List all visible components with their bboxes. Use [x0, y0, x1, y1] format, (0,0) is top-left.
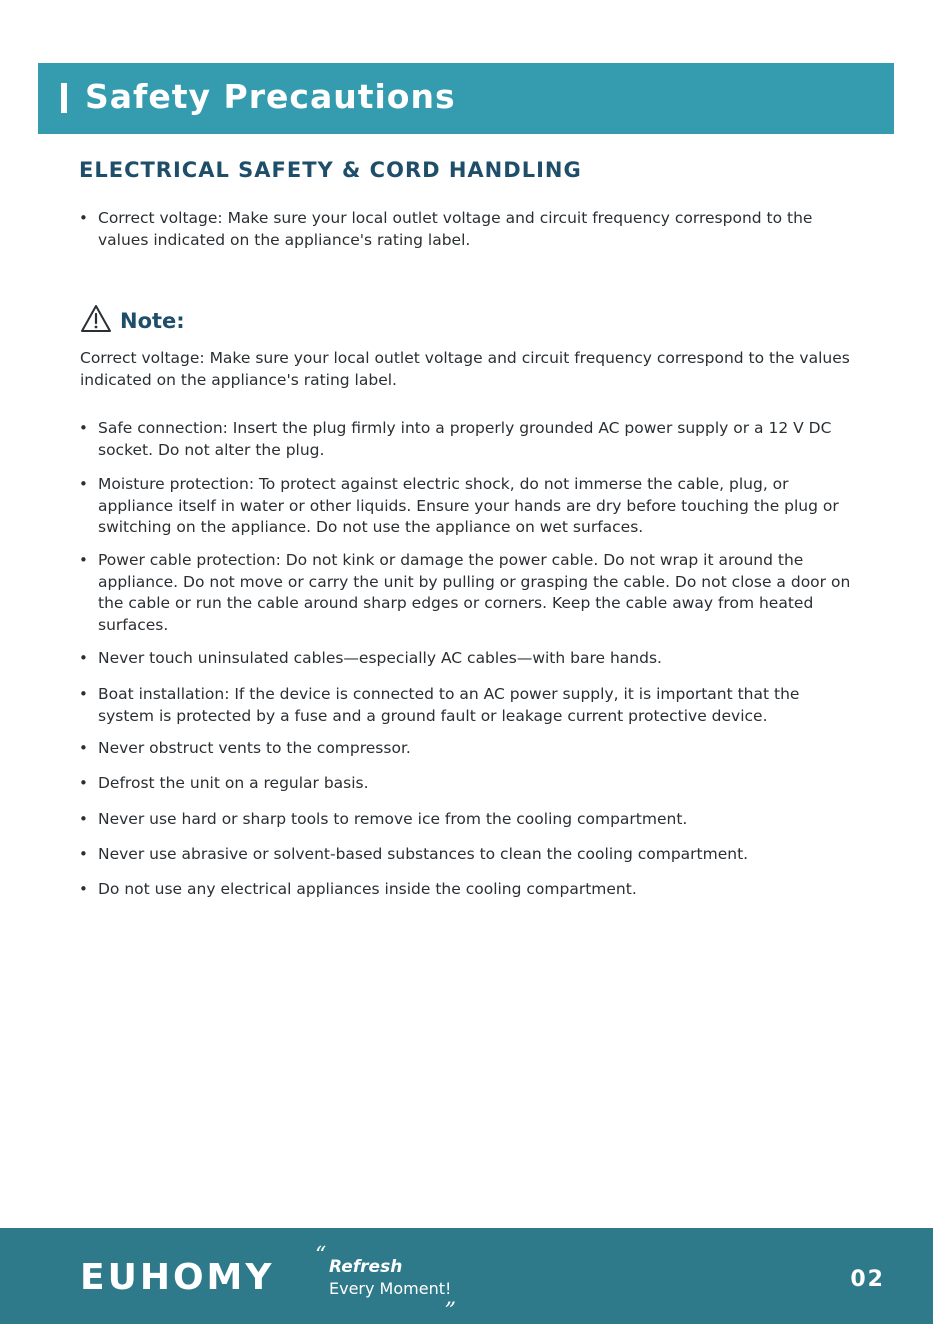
- bullet-icon: •: [79, 551, 88, 569]
- bullet-icon: •: [79, 774, 88, 792]
- page-title: Safety Precautions: [85, 77, 456, 116]
- list-item-text: Boat installation: If the device is connected to an AC power supply, it is important that the system is protected by a fuse and a ground fault or leakage current protective device.: [98, 685, 800, 725]
- list-item-text: Never use abrasive or solvent-based substances to clean the cooling compartment.: [98, 845, 749, 863]
- bullet-icon: •: [79, 880, 88, 898]
- brand-logo-text: EUHOMY: [80, 1257, 275, 1298]
- bullet-icon: •: [79, 475, 88, 493]
- bullet-icon: •: [79, 845, 88, 863]
- bullet-icon: •: [79, 649, 88, 667]
- header-bar: [38, 63, 894, 134]
- header-accent-bar: [61, 83, 67, 113]
- bullet-icon: •: [79, 209, 88, 227]
- list-item-text: Never touch uninsulated cables—especially AC cables—with bare hands.: [98, 649, 662, 667]
- brand-logo: [80, 1258, 274, 1298]
- list-item-text: Defrost the unit on a regular basis.: [98, 774, 369, 792]
- list-item-text: Safe connection: Insert the plug firmly into a properly grounded AC power supply or a 12 V DC socket. Do not alter the plug.: [98, 419, 832, 459]
- list-item-text: Never use hard or sharp tools to remove ice from the cooling compartment.: [98, 810, 688, 828]
- tagline-line-2: Every Moment!: [329, 1279, 452, 1298]
- list-item-text: Power cable protection: Do not kink or damage the power cable. Do not wrap it around the appliance. Do not move or carry the unit by pulling or grasping the cable. Do not close a door on the cable or run the cable around sharp edges or corners. Keep the cable away from heated surfaces.: [98, 551, 851, 634]
- note-text: Correct voltage: Make sure your local outlet voltage and circuit frequency correspond to the values indicated on the appliance's rating label.: [80, 349, 850, 389]
- tagline-line-1: Refresh: [329, 1257, 403, 1277]
- warning-triangle-icon: [80, 304, 112, 334]
- list-item-text: Never obstruct vents to the compressor.: [98, 739, 411, 757]
- bullet-icon: •: [79, 419, 88, 437]
- brand-tagline: [315, 1243, 475, 1310]
- list-item-text: Do not use any electrical appliances inside the cooling compartment.: [98, 880, 637, 898]
- tagline-open-quote: “: [315, 1243, 327, 1268]
- footer-bar: [0, 1228, 933, 1324]
- section-heading: ELECTRICAL SAFETY & CORD HANDLING: [79, 158, 582, 182]
- note-title: Note:: [120, 309, 185, 333]
- bullet-icon: •: [79, 810, 88, 828]
- bullet-icon: •: [79, 685, 88, 703]
- page-number: 02: [850, 1267, 885, 1292]
- bullet-icon: •: [79, 739, 88, 757]
- list-item-text: Correct voltage: Make sure your local outlet voltage and circuit frequency correspond to the values indicated on the appliance's rating label.: [98, 209, 813, 249]
- list-item-text: Moisture protection: To protect against electric shock, do not immerse the cable, plug, or appliance itself in water or other liquids. Ensure your hands are dry before touching the plug or switching on the appliance. Do not use the appliance on wet surfaces.: [98, 475, 839, 536]
- tagline-close-quote: „: [445, 1285, 457, 1310]
